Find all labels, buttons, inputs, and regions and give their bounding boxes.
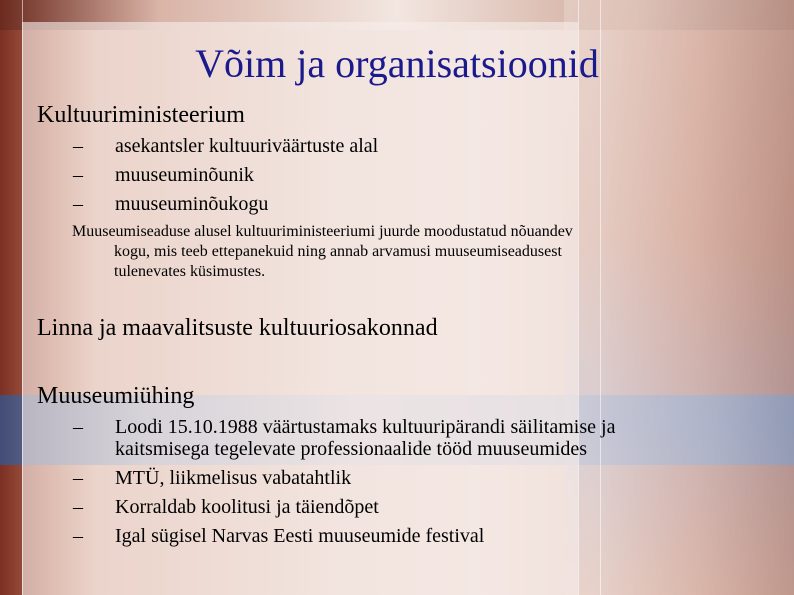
slide-title: Võim ja organisatsioonid	[195, 41, 599, 86]
list-item-text-continued: kaitsmisega tegelevate professionaalide tööd muuseumides	[115, 438, 588, 460]
list-item-text: Korraldab koolitusi ja täiendõpet	[115, 496, 379, 518]
section-heading-ministry: Kultuuriministeerium	[37, 102, 245, 128]
list-item-text: muuseuminõukogu	[115, 193, 269, 215]
list-item-text: Igal sügisel Narvas Eesti muuseumide festival	[115, 525, 485, 547]
list-item-text: asekantsler kultuuriväärtuste alal	[115, 135, 379, 157]
description-line: Muuseumiseaduse alusel kultuuriministeeriumi juurde moodustatud nõuandev	[72, 223, 573, 240]
dash-bullet: –	[73, 135, 83, 157]
dash-bullet: –	[73, 416, 83, 438]
list-item-text: MTÜ, liikmelisus vabatahtlik	[115, 467, 352, 489]
dash-bullet: –	[73, 164, 83, 186]
section-heading-museum-association: Muuseumiühing	[37, 383, 195, 409]
dash-bullet: –	[73, 467, 83, 489]
section-heading-local-government: Linna ja maavalitsuste kultuuriosakonnad	[37, 315, 438, 341]
council-description	[72, 222, 712, 282]
list-item-text: muuseuminõunik	[115, 164, 254, 186]
dash-bullet: –	[73, 193, 83, 215]
description-line: tulenevates küsimustes.	[114, 263, 266, 280]
dash-bullet: –	[73, 525, 83, 547]
description-line: kogu, mis teeb ettepanekuid ning annab arvamusi muuseumiseadusest	[114, 243, 562, 260]
list-item-text: Loodi 15.10.1988 väärtustamaks kultuuripärandi säilitamise ja	[115, 416, 616, 438]
dash-bullet: –	[73, 496, 83, 518]
